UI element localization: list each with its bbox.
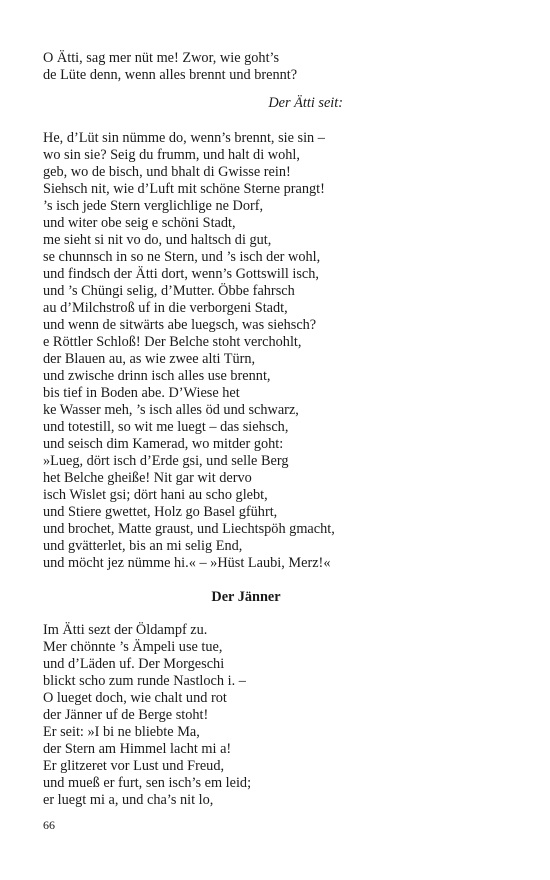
verse-line: het Belche gheiße! Nit gar wit dervo <box>43 470 252 486</box>
verse-line: wo sin sie? Seig du frumm, und halt di wohl, <box>43 147 300 163</box>
verse-line: und seisch dim Kamerad, wo mitder goht: <box>43 436 284 452</box>
verse-line: me sieht si nit vo do, und haltsch di gut, <box>43 232 272 248</box>
verse-line: se chunnsch in so ne Stern, und ’s isch der wohl, <box>43 249 321 265</box>
speech-stanza <box>43 130 463 572</box>
verse-line: und möcht jez nümme hi.« – »Hüst Laubi, Merz!« <box>43 555 331 571</box>
verse-line: und wenn de sitwärts abe luegsch, was siehsch? <box>43 317 317 333</box>
verse-line: e Röttler Schloß! Der Belche stoht verchohlt, <box>43 334 302 350</box>
verse-line: geb, wo de bisch, und bhalt di Gwisse rein! <box>43 164 291 180</box>
verse-line: Mer chönnte ’s Ämpeli use tue, <box>43 639 223 655</box>
verse-line: bis tief in Boden abe. D’Wiese het <box>43 385 240 401</box>
verse-line: und ’s Chüngi selig, d’Mutter. Öbbe fahrsch <box>43 283 295 299</box>
verse-line: und findsch der Ätti dort, wenn’s Gottswill isch, <box>43 266 319 282</box>
verse-line: Siehsch nit, wie d’Luft mit schöne Sterne prangt! <box>43 181 325 197</box>
verse-line: der Blauen au, as wie zwee alti Türn, <box>43 351 256 367</box>
verse-line: blickt scho zum runde Nastloch i. – <box>43 673 246 689</box>
verse-line: er luegt mi a, und cha’s nit lo, <box>43 792 214 808</box>
verse-line: Im Ätti sezt der Öldampf zu. <box>43 622 208 638</box>
verse-line: und d’Läden uf. Der Morgeschi <box>43 656 225 672</box>
verse-line: »Lueg, dört isch d’Erde gsi, und selle Berg <box>43 453 289 469</box>
verse-line: He, d’Lüt sin nümme do, wenn’s brennt, sie sin – <box>43 130 325 146</box>
section-stanza <box>43 622 463 809</box>
page-number: 66 <box>43 818 55 832</box>
verse-line: O lueget doch, wie chalt und rot <box>43 690 227 706</box>
verse-line: Er glitzeret vor Lust und Freud, <box>43 758 225 774</box>
verse-line: O Ätti, sag mer nüt me! Zwor, wie goht’s <box>43 50 280 66</box>
verse-line: der Stern am Himmel lacht mi a! <box>43 741 232 757</box>
poem-page <box>43 50 463 809</box>
verse-line: de Lüte denn, wenn alles brennt und brennt? <box>43 67 298 83</box>
verse-line: und totestill, so wit me luegt – das siehsch, <box>43 419 289 435</box>
verse-line: ’s isch jede Stern verglichlige ne Dorf, <box>43 198 264 214</box>
verse-line: und mueß er furt, sen isch’s em leid; <box>43 775 252 791</box>
verse-line: der Jänner uf de Berge stoht! <box>43 707 209 723</box>
verse-line: ke Wasser meh, ’s isch alles öd und schwarz, <box>43 402 299 418</box>
speaker-label: Der Ätti seit: <box>268 95 343 111</box>
verse-line: au d’Milchstroß uf in die verborgeni Stadt, <box>43 300 288 316</box>
section-title: Der Jänner <box>211 589 281 605</box>
verse-line: und Stiere gwettet, Holz go Basel gführt, <box>43 504 278 520</box>
verse-line: isch Wislet gsi; dört hani au scho glebt, <box>43 487 268 503</box>
verse-line: und witer obe seig e schöni Stadt, <box>43 215 236 231</box>
verse-line: und gvätterlet, bis an mi selig End, <box>43 538 243 554</box>
verse-line: und zwische drinn isch alles use brennt, <box>43 368 271 384</box>
verse-line: Er seit: »I bi ne bliebte Ma, <box>43 724 200 740</box>
opening-stanza <box>43 50 463 84</box>
verse-line: und brochet, Matte graust, und Liechtspöh gmacht, <box>43 521 335 537</box>
